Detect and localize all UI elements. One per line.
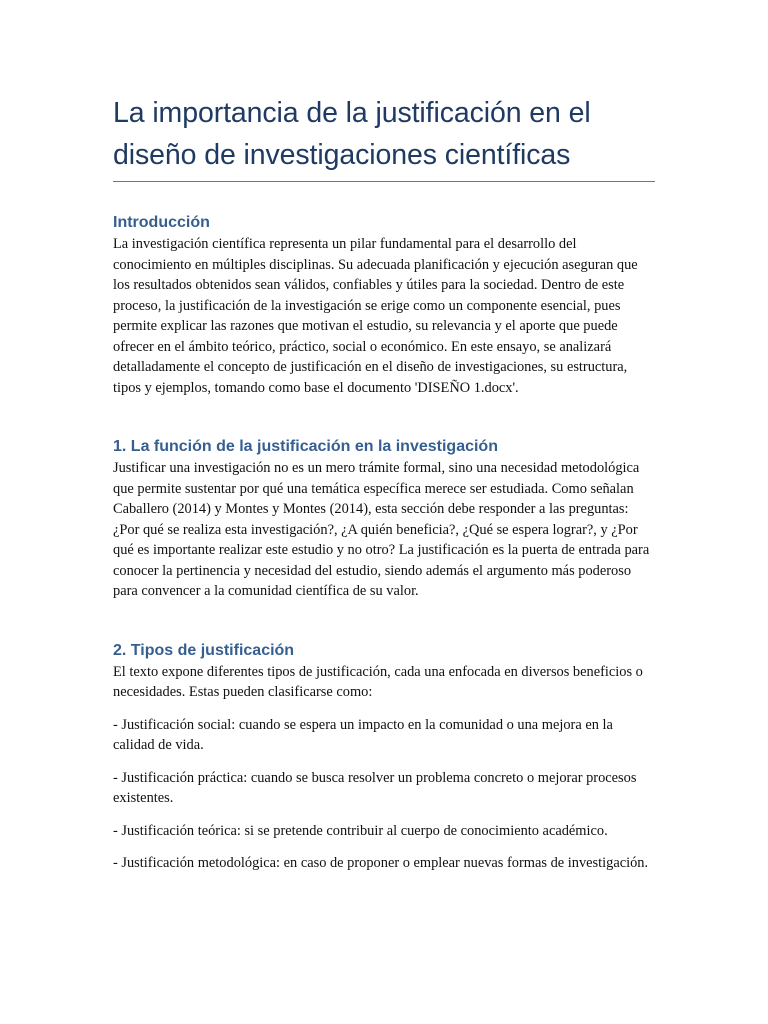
list-item-methodological: - Justificación metodológica: en caso de proponer o emplear nuevas formas de investigación. — [113, 855, 649, 871]
intro-heading: Introducción — [113, 214, 210, 231]
title-underline — [113, 181, 655, 182]
title-line-1: La importancia de la justificación en el — [113, 97, 591, 129]
list-item-practical: - Justificación práctica: cuando se busca resolver un problema concreto o mejorar procesos existentes. — [113, 769, 637, 806]
document-page — [113, 92, 655, 874]
list-item-social: - Justificación social: cuando se espera un impacto en la comunidad o una mejora en la calidad de vida. — [113, 716, 613, 753]
types-paragraph: El texto expone diferentes tipos de justificación, cada una enfocada en diversos beneficios o necesidades. Estas pueden clasificarse como: — [113, 663, 643, 700]
function-paragraph: Justificar una investigación no es un mero trámite formal, sino una necesidad metodológica que permite sustentar por qué una temática específica merece ser estudiada. Como señalan Caballero (2014) y Montes y Montes (2014), esta sección debe responder a las preguntas: ¿Por qué se realiza esta investigación?, ¿A quién beneficia?, ¿Qué se espera lograr?, y ¿Por qué es importante realizar este estudio y no otro? La justificación es la puerta de entrada para conocer la pertinencia y necesidad del estudio, siendo además el argumento más poderoso para convencer a la comunidad científica de su valor. — [113, 460, 650, 599]
title-line-2: diseño de investigaciones científicas — [113, 139, 571, 171]
intro-paragraph: La investigación científica representa un pilar fundamental para el desarrollo del conocimiento en múltiples disciplinas. Su adecuada planificación y ejecución aseguran que los resultados obtenidos sean válidos, confiables y útiles para la sociedad. Dentro de este proceso, la justificación de la investigación se erige como un componente esencial, pues permite explicar las razones que motivan el estudio, su relevancia y el aporte que puede ofrecer en el ámbito teórico, práctico, social o económico. En este ensayo, se analizará detalladamente el concepto de justificación en el diseño de investigaciones, su estructura, tipos y ejemplos, tomando como base el documento 'DISEÑO 1.docx'. — [113, 236, 638, 396]
types-heading: 2. Tipos de justificación — [113, 641, 295, 659]
list-item-theoretical: - Justificación teórica: si se pretende contribuir al cuerpo de conocimiento académico. — [113, 822, 608, 839]
function-heading: 1. La función de la justificación en la investigación — [113, 438, 498, 455]
document-title — [113, 92, 655, 181]
